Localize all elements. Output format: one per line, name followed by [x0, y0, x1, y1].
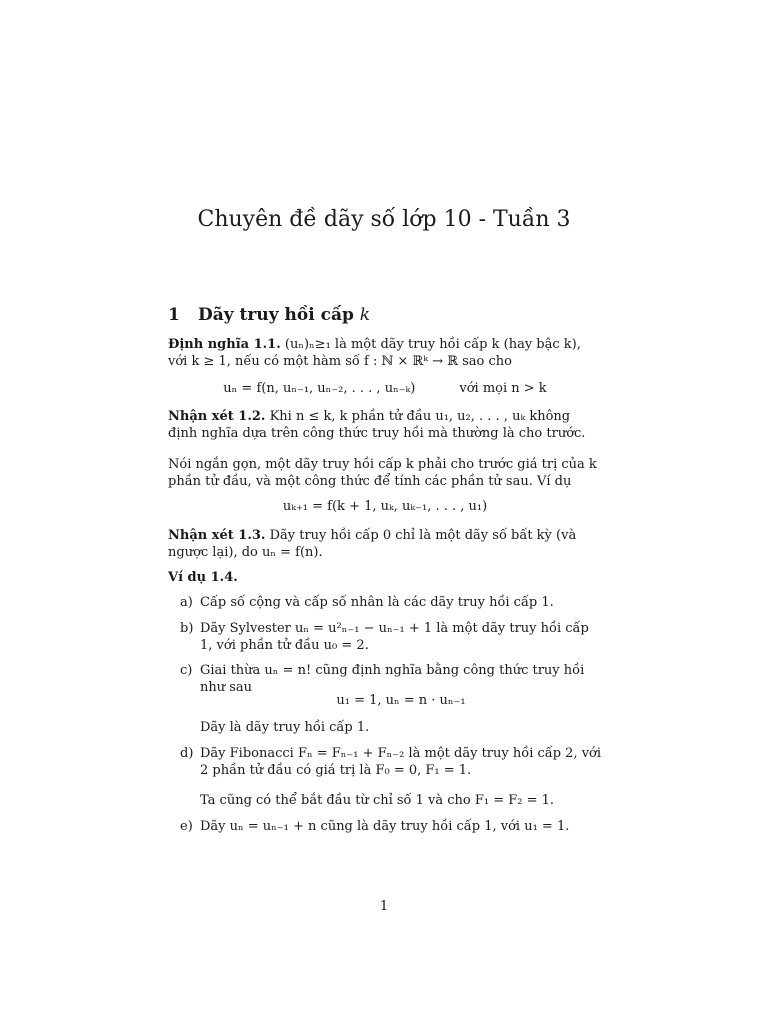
recurrence-formula: uₙ = f(n, uₙ₋₁, uₙ₋₂, . . . , uₙ₋ₖ) [223, 381, 416, 396]
section-heading [168, 304, 370, 326]
remark-text: Dãy truy hồi cấp 0 chỉ là một dãy số bất kỳ (và ngược lại), do uₙ = f(n). [168, 528, 577, 560]
factorial-formula: u₁ = 1, uₙ = n · uₙ₋₁ [336, 693, 466, 708]
example-label: Ví dụ 1.4. [168, 570, 238, 585]
page-number: 1 [379, 899, 389, 914]
formula-condition: với mọi n > k [459, 381, 547, 396]
section-number: 1 [168, 305, 180, 325]
list-item [180, 662, 602, 696]
definition-1-1 [168, 336, 602, 370]
item-text: Dãy uₙ = uₙ₋₁ + n cũng là dãy truy hồi cấp 1, với u₁ = 1. [200, 819, 570, 834]
list-item [180, 620, 602, 654]
section-variable: k [359, 305, 371, 325]
definition-formula [168, 380, 602, 397]
list-item [180, 745, 602, 779]
item-label: a) [180, 595, 193, 610]
list-item [180, 818, 602, 835]
remark-label: Nhận xét 1.3. [168, 528, 266, 543]
list-item [180, 594, 602, 611]
item-text: Dãy Sylvester uₙ = u²ₙ₋₁ − uₙ₋₁ + 1 là một dãy truy hồi cấp 1, với phần tử đầu u₀ = 2. [200, 621, 589, 653]
summary-paragraph: Nói ngắn gọn, một dãy truy hồi cấp k phải cho trước giá trị của k phần tử đầu, và một công thức để tính các phần tử sau. Ví dụ [168, 457, 597, 489]
item-text: Giai thừa uₙ = n! cũng định nghĩa bằng công thức truy hồi như sau [200, 663, 585, 695]
example-formula: uₖ₊₁ = f(k + 1, uₖ, uₖ₋₁, . . . , u₁) [282, 499, 488, 514]
item-text: Cấp số cộng và cấp số nhân là các dãy truy hồi cấp 1. [200, 595, 554, 610]
section-title: Dãy truy hồi cấp [198, 305, 354, 325]
remark-1-2 [168, 408, 602, 442]
item-label: b) [180, 621, 194, 636]
item-text: Dãy Fibonacci Fₙ = Fₙ₋₁ + Fₙ₋₂ là một dãy truy hồi cấp 2, với 2 phần tử đầu có giá trị là F₀ = 0, F₁ = 1. [200, 746, 602, 778]
item-label: d) [180, 746, 194, 761]
item-d-note: Ta cũng có thể bắt đầu từ chỉ số 1 và cho F₁ = F₂ = 1. [200, 793, 555, 808]
definition-text: (uₙ)ₙ≥₁ là một dãy truy hồi cấp k (hay bậc k), với k ≥ 1, nếu có một hàm số f : ℕ × ℝᵏ → ℝ sao cho [168, 337, 581, 369]
definition-label: Định nghĩa 1.1. [168, 337, 281, 352]
item-c-note: Dãy là dãy truy hồi cấp 1. [200, 720, 370, 735]
remark-label: Nhận xét 1.2. [168, 409, 266, 424]
remark-1-3 [168, 527, 602, 561]
example-1-4-heading [168, 569, 602, 586]
item-label: c) [180, 663, 193, 678]
remark-text: Khi n ≤ k, k phần tử đầu u₁, u₂, . . . , uₖ không định nghĩa dựa trên công thức truy hồi mà thường là cho trước. [168, 409, 586, 441]
item-label: e) [180, 819, 193, 834]
document-title: Chuyên đề dãy số lớp 10 - Tuần 3 [197, 207, 571, 232]
